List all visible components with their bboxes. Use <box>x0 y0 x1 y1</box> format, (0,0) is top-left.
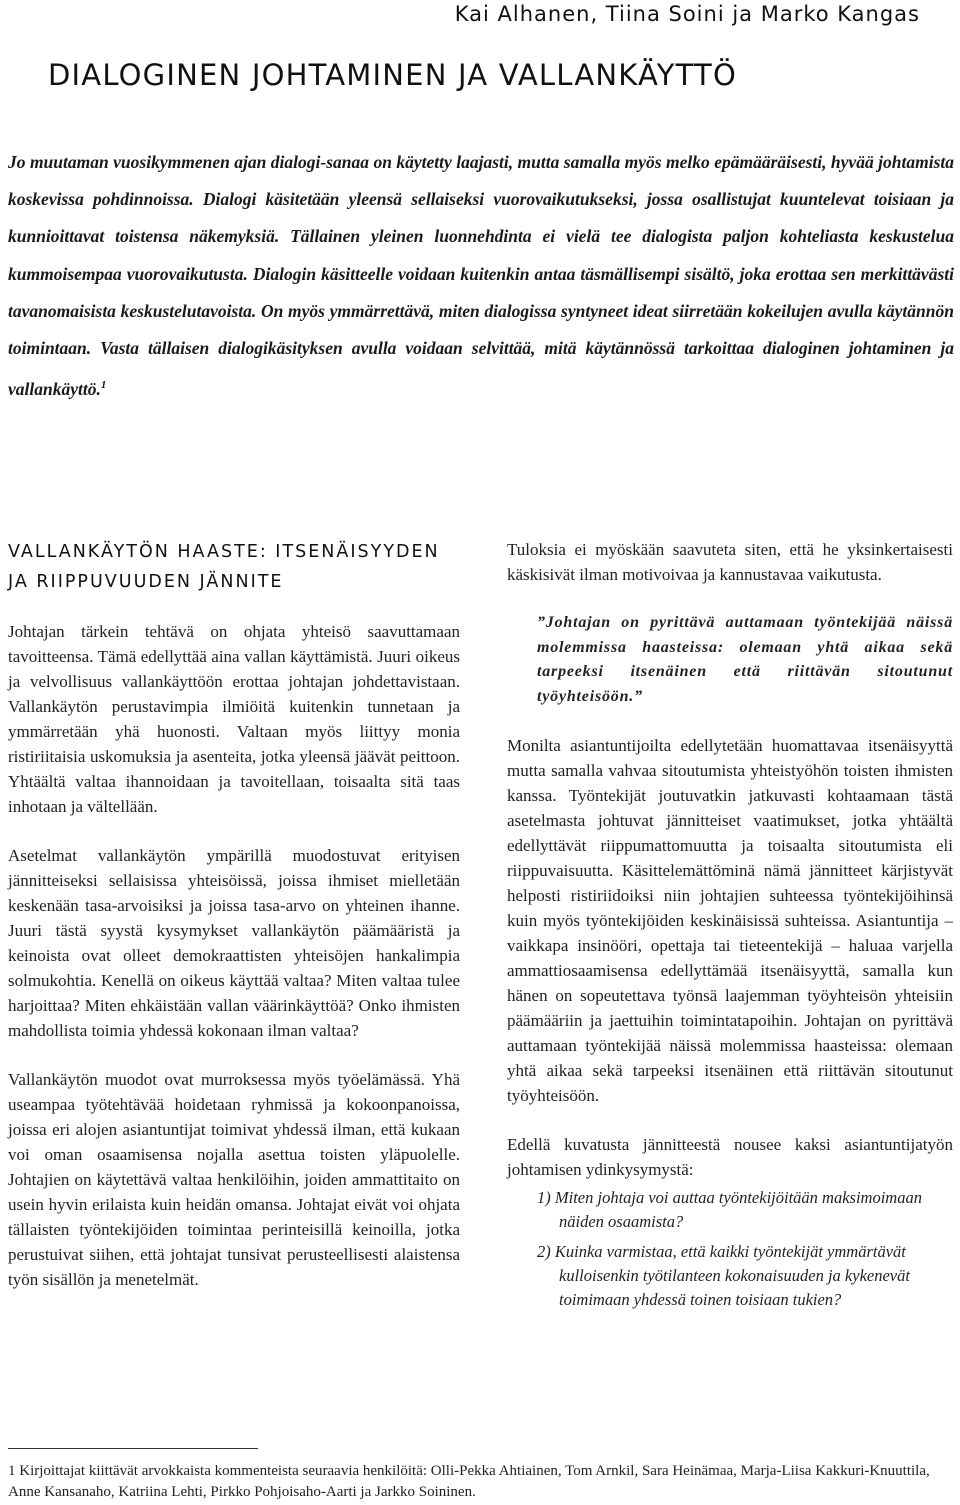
body-paragraph: Johtajan tärkein tehtävä on ohjata yhteisö saavuttamaan tavoitteensa. Tämä edellyttää aina vallan käyttämistä. Juuri oikeus ja velvollisuus vallankäyttöön erottaa johtajan johdettavistaan. Vallankäytön perustavimpia ilmiöitä kuitenkin tunnetaan ja ymmärretään yhä huonosti. Valtaan myös liittyy monia ristiriitaisia uskomuksia ja asenteita, jotka yleensä jäävät peittoon. Yhtäältä valtaa ihannoidaan ja tavoitellaan, toisaalta sitä taas inhotaan ja vältellään. <box>8 622 460 816</box>
section-heading-line-2: JA RIIPPUVUUDEN JÄNNITE <box>8 572 284 592</box>
right-column <box>507 537 953 1318</box>
list-item: 1) Miten johtaja voi auttaa työntekijöitään maksimoimaan näiden osaamista? <box>537 1188 922 1231</box>
footnote-reference: 1 <box>100 379 107 392</box>
core-questions-list <box>507 1186 953 1312</box>
intro-paragraph <box>8 144 954 408</box>
body-paragraph: Monilta asiantuntijoilta edellytetään huomattavaa itsenäisyyttä mutta samalla vahvaa sitoutumista yhteistyöhön toisten ihmisten kanssa. Työntekijät joutuvatkin jatkuvasti kohtaamaan tästä asetelmasta johtuvat jännitteiset vaatimukset, jotka yhtäältä edellyttävät riippumattomuutta ja toisaalta sitoutumista eli riippuvaisuutta. Käsittelemättöminä nämä jännitteet kärjistyvät helposti ristiriidoiksi niin johtajien suhteessa työntekijöihinsä kuin myös työntekijöiden keskinäisissä suhteissa. Asiantuntija – vaikkapa insinööri, opettaja tai tieteentekijä – haluaa varjella ammattiosaamisensa edellyttämää itsenäisyyttä, samalla kun hänen on sopeutettava työnsä laajemman työyhteisön yhteisiin päämääriin ja jaettuihin toimintatapoihin. Johtajan on pyrittävä auttamaan työntekijää näissä molemmissa haasteissa: olemaan yhtä aikaa sekä tarpeeksi itsenäinen että riittävän sitoutunut työyhteisöön. <box>507 736 953 1105</box>
body-paragraph: Tuloksia ei myöskään saavuteta siten, että he yksinkertaisesti käskisivät ilman motivoivaa ja kannustavaa vaikutusta. <box>507 540 953 584</box>
left-column <box>8 537 460 1292</box>
intro-text: Jo muutaman vuosikymmenen ajan dialogi-sanaa on käytetty laajasti, mutta samalla myös melko epämääräisesti, hyvää johtamista koskevissa pohdinnoissa. Dialogi käsitetään yleensä sellaiseksi vuorovaikutukseksi, jossa osallistujat kuuntelevat toisiaan ja kunnioittavat toistensa näkemyksiä. Tällainen yleinen luonnehdinta ei vielä tee dialogista paljon kohteliasta keskustelua kummoisempaa vuorovaikutusta. Dialogin käsitteelle voidaan kuitenkin antaa täsmällisempi sisältö, joka erottaa sen merkittävästi tavanomaisista keskustelutavoista. On myös ymmärrettävä, miten dialogissa syntyneet ideat siirretään kokeilujen avulla käytännön toimintaan. Vasta tällaisen dialogikäsityksen avulla voidaan selvittää, mitä käytännössä tarkoittaa dialoginen johtaminen ja vallankäyttö. <box>8 152 954 400</box>
footnote: 1 Kirjoittajat kiittävät arvokkaista kommenteista seuraavia henkilöitä: Olli-Pekka Ahtiainen, Tom Arnkil, Sara Heinämaa, Marja-Liisa Kakkuri-Knuuttila, Anne Kansanaho, Katriina Lehti, Pirkko Pohjoisaho-Aarti ja Jarkko Soininen. <box>8 1463 930 1500</box>
authors-line: Kai Alhanen, Tiina Soini ja Marko Kangas <box>454 2 920 26</box>
pull-quote: ”Johtajan on pyrittävä auttamaan työntekijää näissä molemmissa haasteissa: olemaan yhtä aikaa sekä tarpeeksi itsenäinen että riittävän sitoutunut työyhteisöön.” <box>537 614 953 705</box>
list-item: 2) Kuinka varmistaa, että kaikki työntekijät ymmärtävät kulloisenkin työtilanteen kokonaisuuden ja kykenevät toimimaan yhdessä toinen toisiaan tukien? <box>537 1242 910 1309</box>
article-title: DIALOGINEN JOHTAMINEN JA VALLANKÄYTTÖ <box>48 58 737 92</box>
section-heading <box>8 537 460 597</box>
body-paragraph: Vallankäytön muodot ovat murroksessa myös työelämässä. Yhä useampaa työtehtävää hoidetaan ryhmissä ja kokoonpanoissa, joissa eri alojen asiantuntijat toimivat yhdessä ilman, että kukaan voi oman osaamisensa nojalla asettua toisten yläpuolelle. Johtajien on käytettävä valtaa henkilöihin, joiden ammattitaito on usein hyvin erilaista kuin heidän omansa. Johtajat eivät voi ohjata tällaisten työntekijöiden toimintaa perinteisillä keinoilla, jotka perustuivat siihen, että johtajat tunsivat perusteellisesti alaistensa työn sisällön ja menetelmät. <box>8 1070 460 1289</box>
body-paragraph: Asetelmat vallankäytön ympärillä muodostuvat erityisen jännitteiseksi sellaisissa yhteisöissä, joissa ihmiset mielletään keskenään tasa-arvoisiksi ja joissa tasa-arvo on yhteinen ihanne. Juuri tästä syystä kysymykset vallankäytön päämääristä ja keinoista ovat olleet demokraattisten yhteisöjen hankalimpia solmukohtia. Kenellä on oikeus käyttää valtaa? Miten valtaa tulee harjoittaa? Miten ehkäistään vallan väärinkäyttöä? Onko ihmisten mahdollista toimia yhdessä kokonaan ilman valtaa? <box>8 846 460 1040</box>
footnote-divider <box>8 1448 258 1449</box>
section-heading-line-1: VALLANKÄYTÖN HAASTE: ITSENÄISYYDEN <box>8 542 440 562</box>
body-paragraph: Edellä kuvatusta jännitteestä nousee kaksi asiantuntijatyön johtamisen ydinkysymystä: <box>507 1135 953 1179</box>
